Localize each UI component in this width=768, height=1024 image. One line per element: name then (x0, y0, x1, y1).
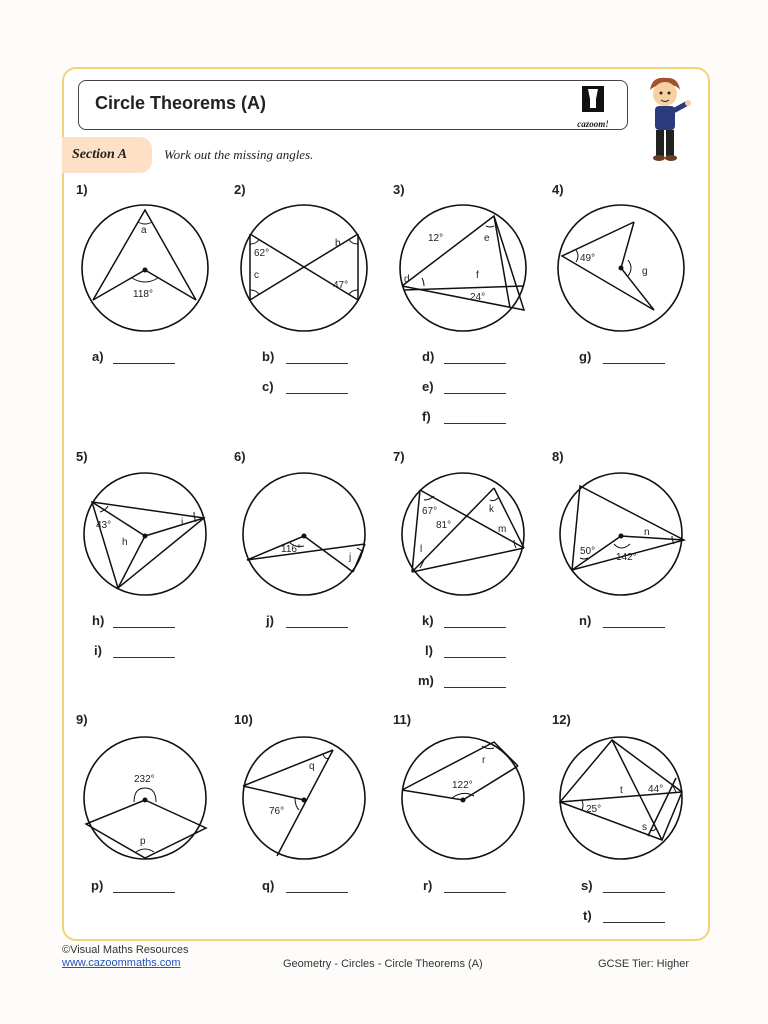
answer-label: a) (92, 349, 104, 364)
angle-label: c (254, 270, 259, 281)
angle-label: p (140, 836, 146, 847)
footer-website-link[interactable]: www.cazoommaths.com (62, 957, 181, 969)
answer-label: e) (422, 379, 434, 394)
angle-label: 67° (422, 506, 438, 517)
angle-label: 118° (133, 289, 153, 300)
angle-label: 49° (580, 253, 596, 264)
question-number: 6) (234, 449, 246, 464)
answer-label: j) (266, 613, 274, 628)
answer-label: t) (583, 908, 592, 923)
answer-label: s) (581, 878, 593, 893)
circle-diagram-6 (237, 472, 371, 596)
circle-diagram-2 (237, 204, 371, 334)
circle-diagram-4 (554, 204, 688, 334)
circle-diagram-7 (396, 472, 530, 596)
circle-diagram-5 (78, 472, 212, 596)
footer-topic: Geometry - Circles - Circle Theorems (A) (283, 958, 483, 970)
answer-blank[interactable] (444, 363, 506, 364)
question-number: 5) (76, 449, 88, 464)
title-box (78, 80, 628, 130)
answer-label: b) (262, 349, 275, 364)
angle-label: r (482, 755, 486, 766)
answer-blank[interactable] (603, 922, 665, 923)
angle-label: n (644, 527, 650, 538)
angle-label: 62° (254, 248, 270, 259)
answer-label: h) (92, 613, 105, 628)
circle-diagram-8 (554, 472, 688, 596)
question-number: 2) (234, 182, 246, 197)
angle-label: s (642, 822, 647, 833)
angle-label: 24° (470, 292, 486, 303)
footer-credits (62, 944, 189, 970)
answer-label: p) (91, 878, 104, 893)
answer-label: i) (94, 643, 102, 658)
question-number: 1) (76, 182, 88, 197)
answer-label: m) (418, 673, 434, 688)
angle-label: e (484, 233, 490, 244)
answer-blank[interactable] (113, 627, 175, 628)
angle-label: j (349, 552, 352, 563)
answer-label: q) (262, 878, 275, 893)
angle-label: d (404, 274, 410, 285)
angle-label: 116° (281, 544, 301, 555)
logo-text: cazoom! (577, 119, 609, 129)
answer-blank[interactable] (603, 627, 665, 628)
angle-label: q (309, 761, 315, 772)
worksheet-title: Circle Theorems (A) (95, 93, 267, 113)
circle-diagram-9 (78, 736, 212, 862)
angle-label: 81° (436, 520, 452, 531)
answer-label: d) (422, 349, 435, 364)
question-number: 3) (393, 182, 405, 197)
question-number: 9) (76, 712, 88, 727)
angle-label: 50° (580, 546, 596, 557)
answer-blank[interactable] (286, 363, 348, 364)
answer-blank[interactable] (444, 393, 506, 394)
circle-diagram-10 (237, 736, 371, 862)
circle-diagram-11 (396, 736, 530, 862)
circle-diagram-3 (396, 204, 530, 334)
circle-diagram-12 (554, 736, 688, 862)
section-label: Section A (72, 147, 128, 162)
angle-label: 47° (333, 280, 349, 291)
angle-label: t (620, 785, 623, 796)
answer-blank[interactable] (444, 423, 506, 424)
answer-blank[interactable] (286, 892, 348, 893)
angle-label: b (335, 238, 341, 249)
answer-blank[interactable] (113, 657, 175, 658)
angle-label: l (420, 544, 423, 555)
angle-label: 25° (586, 804, 602, 815)
angle-label: h (122, 537, 128, 548)
answer-label: f) (422, 409, 431, 424)
answer-blank[interactable] (444, 627, 506, 628)
angle-label: 76° (269, 806, 285, 817)
angle-label: g (642, 266, 648, 277)
answer-blank[interactable] (113, 363, 175, 364)
question-number: 10) (234, 712, 253, 727)
footer-copyright: ©Visual Maths Resources (62, 944, 189, 956)
angle-label: m (498, 524, 507, 535)
instruction-text: Work out the missing angles. (164, 147, 314, 162)
answer-label: k) (422, 613, 434, 628)
angle-label: 232° (134, 774, 155, 785)
question-number: 8) (552, 449, 564, 464)
footer-tier: GCSE Tier: Higher (598, 958, 690, 970)
angle-label: k (489, 504, 494, 515)
answer-label: l) (425, 643, 433, 658)
angle-label: f (476, 270, 479, 281)
answer-blank[interactable] (603, 363, 665, 364)
angle-label: 43° (96, 520, 112, 531)
question-number: 7) (393, 449, 405, 464)
answer-blank[interactable] (444, 892, 506, 893)
section-tab (62, 137, 152, 173)
angle-label: a (141, 225, 147, 236)
angle-label: 122° (452, 780, 473, 791)
cazoom-logo (573, 86, 613, 129)
angle-label: 142° (616, 552, 637, 563)
circle-diagram-1 (78, 204, 212, 334)
angle-label: 12° (428, 233, 444, 244)
answer-label: n) (579, 613, 592, 628)
answer-blank[interactable] (444, 657, 506, 658)
answer-label: r) (423, 878, 433, 893)
answer-label: c) (262, 379, 274, 394)
answer-blank[interactable] (286, 627, 348, 628)
answer-label: g) (579, 349, 592, 364)
answer-blank[interactable] (444, 687, 506, 688)
angle-label: i (181, 517, 184, 528)
question-number: 11) (393, 712, 412, 727)
answer-blank[interactable] (603, 892, 665, 893)
question-number: 4) (552, 182, 564, 197)
question-number: 12) (552, 712, 571, 727)
mascot-illustration (636, 74, 694, 166)
answer-blank[interactable] (113, 892, 175, 893)
angle-label: 44° (648, 784, 664, 795)
answer-blank[interactable] (286, 393, 348, 394)
